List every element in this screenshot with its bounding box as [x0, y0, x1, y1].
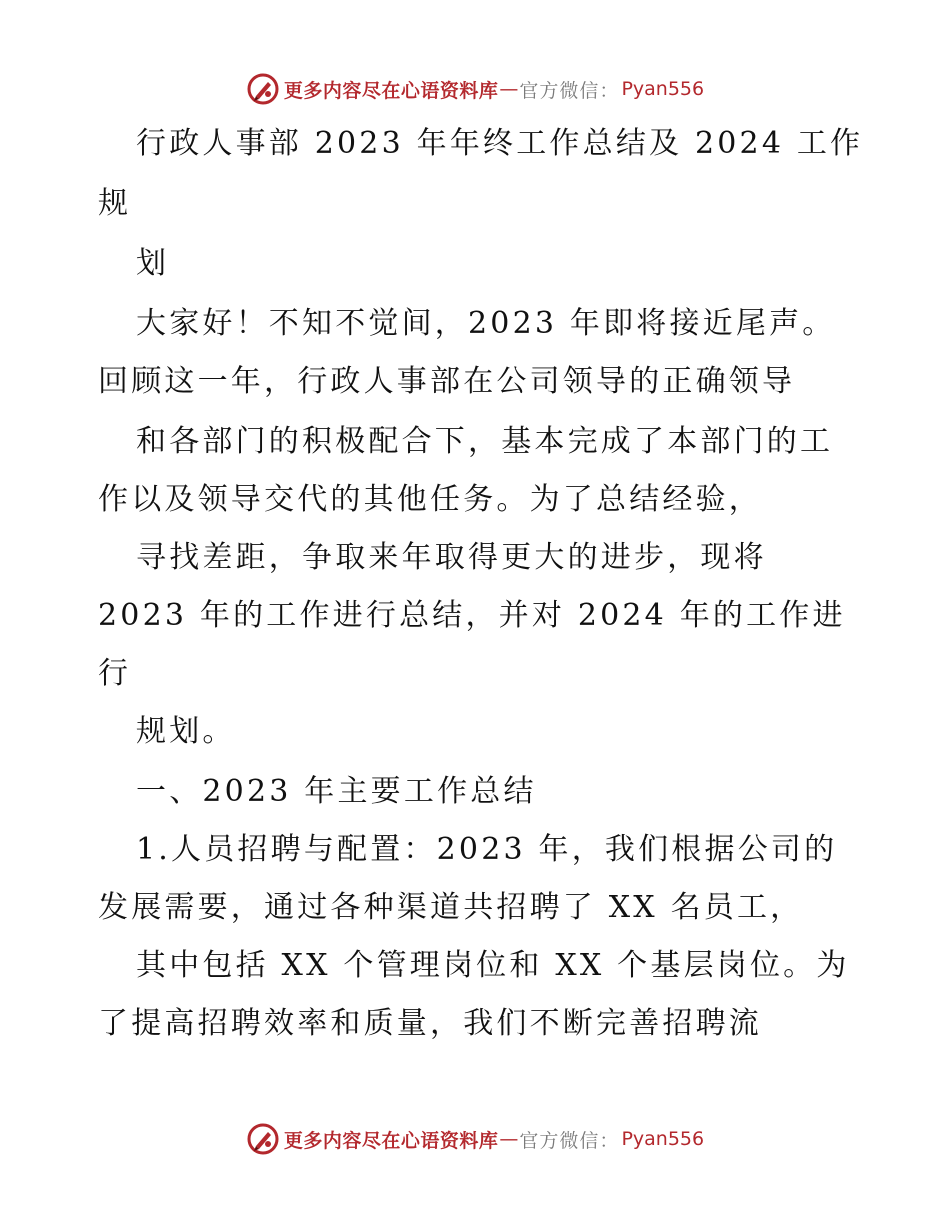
document-title-line-1: 行政人事部 2023 年年终工作总结及 2024 工作 [136, 126, 864, 161]
paragraph-line: 回顾这一年，行政人事部在公司领导的正确领导 [98, 364, 796, 399]
banner-wechat-id: Pyan556 [621, 78, 705, 100]
paragraph-line: 和各部门的积极配合下，基本完成了本部门的工 [136, 424, 834, 459]
pen-circle-logo-icon [246, 72, 280, 106]
paragraph-line: 大家好！不知不觉间，2023 年即将接近尾声。 [136, 306, 836, 341]
banner-dash: — [499, 78, 519, 100]
paragraph-line: 行 [98, 656, 132, 691]
document-title-line-3: 划 [136, 246, 170, 281]
paragraph-line: 1.人员招聘与配置：2023 年，我们根据公司的 [136, 832, 838, 867]
paragraph-line: 其中包括 XX 个管理岗位和 XX 个基层岗位。为 [136, 948, 850, 983]
banner-wechat-label: 官方微信： [519, 79, 620, 102]
banner-wechat-label: 官方微信： [519, 1129, 620, 1152]
footer-banner [0, 1122, 950, 1156]
paragraph-line: 作以及领导交代的其他任务。为了总结经验， [98, 482, 762, 517]
banner-dash: — [499, 1128, 519, 1150]
paragraph-line: 发展需要，通过各种渠道共招聘了 XX 名员工， [98, 890, 804, 925]
document-title-line-2: 规 [98, 186, 132, 221]
paragraph-line: 寻找差距，争取来年取得更大的进步，现将 [136, 540, 767, 575]
header-banner [0, 72, 950, 106]
banner-brand-text: 更多内容尽在心语资料库 [283, 1129, 499, 1152]
section-heading: 一、2023 年主要工作总结 [136, 774, 537, 809]
banner-wechat-id: Pyan556 [621, 1128, 705, 1150]
pen-circle-logo-icon [246, 1122, 280, 1156]
paragraph-line: 2023 年的工作进行总结，并对 2024 年的工作进 [98, 598, 846, 633]
paragraph-line: 规划。 [136, 714, 236, 749]
paragraph-line: 了提高招聘效率和质量，我们不断完善招聘流 [98, 1006, 762, 1041]
banner-brand-text: 更多内容尽在心语资料库 [283, 79, 499, 102]
